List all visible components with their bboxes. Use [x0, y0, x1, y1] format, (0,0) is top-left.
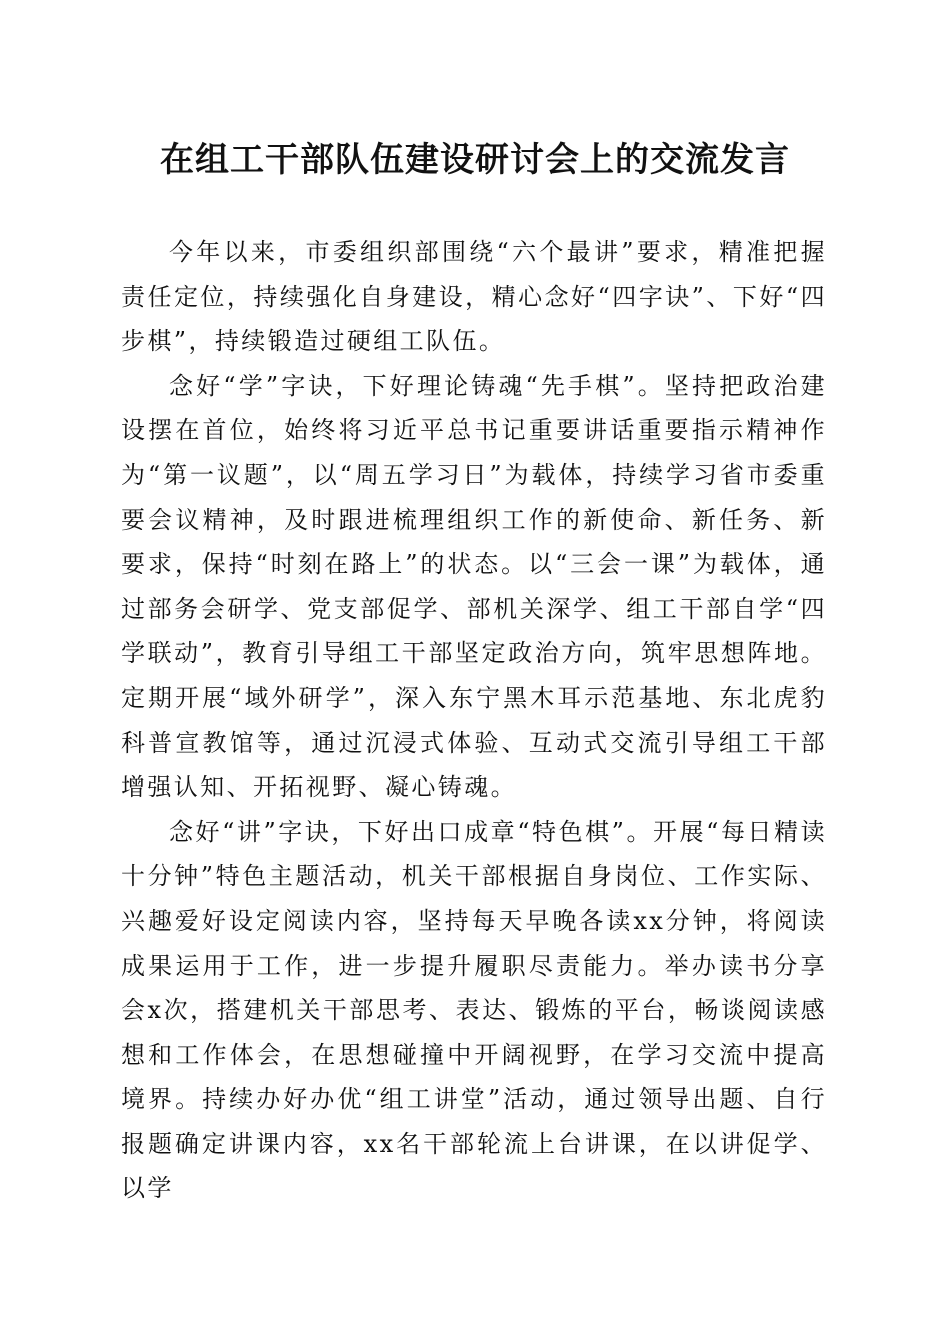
paragraph-study: 念好“学”字诀，下好理论铸魂“先手棋”。坚持把政治建设摆在首位，始终将习近平总书记重要讲话重要指示精神作为“第一议题”，以“周五学习日”为载体，持续学习省市委重要会议精神，及时跟进梳理组织工作的新使命、新任务、新要求，保持“时刻在路上”的状态。以“三会一课”为载体，通过部务会研学、党支部促学、部机关深学、组工干部自学“四学联动”，教育引导组工干部坚定政治方向，筑牢思想阵地。定期开展“域外研学”，深入东宁黑木耳示范基地、东北虎豹科普宣教馆等，通过沉浸式体验、互动式交流引导组工干部增强认知、开拓视野、凝心铸魂。: [121, 371, 827, 802]
document-body: [121, 230, 827, 1211]
document-title: 在组工干部队伍建设研讨会上的交流发言: [160, 140, 790, 180]
paragraph-intro: 今年以来，市委组织部围绕“六个最讲”要求，精准把握责任定位，持续强化自身建设，精心念好“四字诀”、下好“四步棋”，持续锻造过硬组工队伍。: [121, 238, 827, 356]
paragraph-speak: 念好“讲”字诀，下好出口成章“特色棋”。开展“每日精读十分钟”特色主题活动，机关干部根据自身岗位、工作实际、兴趣爱好设定阅读内容，坚持每天早晚各读xx分钟，将阅读成果运用于工作，进一步提升履职尽责能力。举办读书分享会x次，搭建机关干部思考、表达、锻炼的平台，畅谈阅读感想和工作体会，在思想碰撞中开阔视野，在学习交流中提高境界。持续办好办优“组工讲堂”活动，通过领导出题、自行报题确定讲课内容，xx名干部轮流上台讲课，在以讲促学、以学: [121, 817, 827, 1203]
